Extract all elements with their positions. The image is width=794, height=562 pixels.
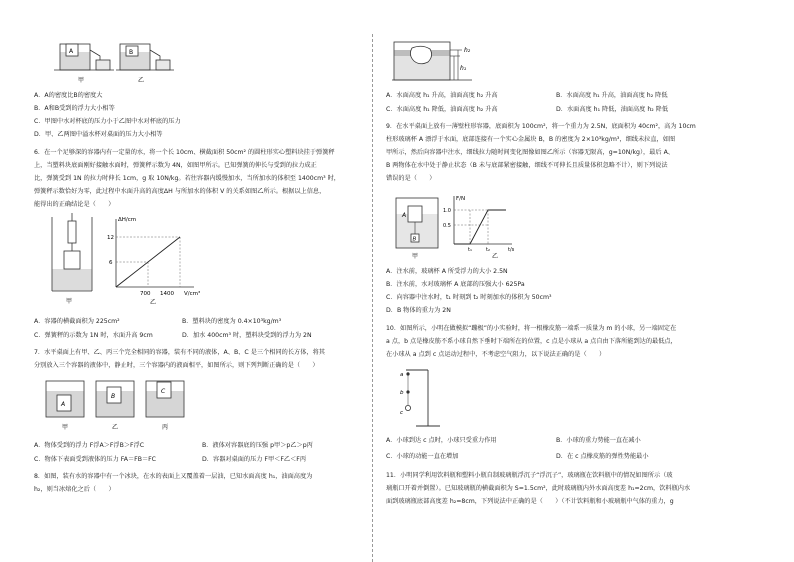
q6-figure [44,213,204,308]
q11-line: 璃瓶口开着并倒置）。已知玻璃瓶的横截面积为 S=1.5cm²，此时玻璃瓶内外水面高度差 h₁=2cm，饮料瓶内水 [386,485,691,492]
container-yi [96,381,134,431]
svg-text:1400: 1400 [160,291,174,297]
q7-figure [44,377,194,435]
q8-option-b[interactable]: B．水面高度 h₁ 升高，油面高度 h₂ 降低 [556,92,668,99]
q5-option-b[interactable]: B．A和B受到的浮力大小相等 [34,105,115,112]
svg-text:h₁: h₁ [460,65,467,72]
right-column [386,0,726,562]
q8-figure [392,40,502,86]
svg-text:乙: 乙 [150,299,157,306]
q8-option-d[interactable]: D．水面高度 h₁ 降低，油面高度 h₂ 降低 [556,106,669,113]
q9-line: B 两物体在水中处于静止状态（B 未与底部紧密接触，细线不可伸长且质量体积忽略不计），则下列说法 [386,162,668,169]
container-jia [46,381,84,431]
q10-line: 10．如图所示，小明在做模拟“蹦极”的小实验时，将一根橡皮筋一端系一质量为 m 的小球，另一端固定在 [386,325,677,332]
q7-line: 分别放入三个容器的液体中，静止时，三个容器内的液面相平，如图所示，则下列判断正确的是（ ） [34,362,319,369]
q7-option-a[interactable]: A．物体受到的浮力 F浮A＞F浮B＞F浮C [34,442,145,449]
svg-text:甲: 甲 [66,298,73,305]
svg-text:1.0: 1.0 [443,208,451,214]
svg-text:A: A [402,212,407,219]
q10-option-c[interactable]: C．小球的动能一直在增加 [386,453,459,460]
q11-line: 11．小明同学利用饮料瓶和塑料小瓶自制玻璃瓶浮沉子“浮沉子”，玻璃瓶在饮料瓶中的情况如图所示（玻 [386,472,673,479]
q9-figure [392,192,532,262]
left-column [34,0,354,562]
svg-text:c: c [400,410,404,416]
q6-line-chart [107,217,200,306]
q8-option-a[interactable]: A．水面高度 h₁ 升高，油面高度 h₂ 升高 [386,92,498,99]
spring-scale-container [52,213,92,305]
q7-option-d[interactable]: D．容器对桌面的压力 F甲＜F乙＜F丙 [202,456,307,463]
q10-option-a[interactable]: A．小球到达 c 点时，小球只受重力作用 [386,437,497,444]
q5-option-c[interactable]: C．甲图中水对杯底的压力小于乙图中水对杯底的压力 [34,118,181,125]
q7-option-b[interactable]: B．液体对容器底的压强 p甲＞p乙＞p丙 [202,442,313,449]
svg-text:6: 6 [109,260,113,266]
point-b [406,390,409,393]
q6-option-d[interactable]: D．加水 400cm³ 时，塑料块受到的浮力为 2N [182,332,312,339]
q10-figure [392,366,452,430]
svg-text:12: 12 [107,235,114,241]
q6-line: 弹簧秤示数恰好为零，此过程中水面升高的高度ΔH 与所加水的体积 V 的关系如图乙所示。根据以上信息， [34,188,326,195]
svg-text:V/cm³: V/cm³ [184,291,201,297]
svg-text:h₂: h₂ [464,47,471,54]
svg-text:t/s: t/s [508,247,515,253]
svg-text:丙: 丙 [162,424,169,431]
q9-line: 柱形玻璃杯 A 漂浮于水面，底部连接有一个实心金属块 B，B 的密度为 2×10³kg/m³，细线未拉直，如图 [386,136,676,143]
svg-text:t₂: t₂ [486,247,490,253]
svg-text:B: B [111,393,116,400]
caption-yi: 乙 [138,77,145,84]
svg-text:C: C [161,388,166,395]
q9-option-d[interactable]: D．B 物体的重力为 2N [386,307,451,314]
svg-text:A: A [61,401,66,408]
svg-text:乙: 乙 [112,424,119,431]
svg-text:b: b [400,390,404,396]
q10-line: a 点，b 点是橡皮筋不系小球自然下垂时下端所在的位置，c 点是小球从 a 点自由下落所能到达的最低点， [386,338,677,345]
q6-option-b[interactable]: B．塑料块的密度为 0.4×10³kg/m³ [182,318,282,325]
svg-text:B: B [412,236,417,243]
q9-option-a[interactable]: A．注水前，玻璃杯 A 所受浮力的大小 2.5N [386,268,508,275]
q8-line: h₂，则当冰熔化之后（ ） [34,486,115,493]
q5-option-a[interactable]: A．A的密度比B的密度大 [34,92,103,99]
column-divider [372,34,373,562]
q6-option-c[interactable]: C．弹簧秤的示数为 1N 时，水面升高 9cm [34,332,153,339]
point-a [406,372,409,375]
q10-option-b[interactable]: B．小球的重力势能一直在减小 [556,437,641,444]
q7-line: 7．水平桌面上有甲、乙、丙三个完全相同的容器，装有不同的液体，A、B、C 是三个相同的长方体，将其 [34,349,325,356]
svg-text:0.5: 0.5 [443,223,451,229]
q6-line: 6．在一个足够深的容器内有一定量的水，将一个长 10cm、横截面积 50cm² 的圆柱形实心塑料块挂于弹簧秤 [34,149,335,156]
container-bing [146,381,184,431]
q11-line: 面到玻璃瓶底部高度差 h₂=8cm，下列说法中正确的是（ ）（不计饮料瓶和小玻璃瓶中气体的重力，g [386,498,674,505]
q5-figure [54,40,174,85]
overflow-cup-right [116,44,174,70]
q9-force-chart [443,196,515,260]
overflow-cup-left [54,44,114,70]
q8-line: 8．如图，装有水的容器中有一个冰块，在水的表面上又覆盖着一层油，已知水面高度 h₁，油面高度为 [34,473,313,480]
q6-option-a[interactable]: A．容器的横截面积为 225cm² [34,318,120,325]
q7-option-c[interactable]: C．物体下表面受到液体的压力 FA＝FB＝FC [34,456,157,463]
container-with-cup [396,198,438,260]
svg-text:甲: 甲 [62,424,69,431]
svg-text:ΔH/cm: ΔH/cm [118,217,137,223]
ball [405,405,410,410]
svg-text:乙: 乙 [492,253,499,260]
q10-option-d[interactable]: D．在 c 点橡皮筋的弹性势能最小 [556,453,649,460]
q5-option-d[interactable]: D．甲、乙两图中溢水杯对桌面的压力大小相等 [34,131,163,138]
q6-line: 比，弹簧受到 1N 的拉力时伸长 1cm，g 取 10N/kg。若往容器内缓慢加水，当所加水的体积至 1400cm³ 时， [34,175,340,182]
q9-option-b[interactable]: B．注水前，水对玻璃杯 A 底部的压强大小 625Pa [386,281,525,288]
svg-text:700: 700 [140,291,151,297]
ice-block [410,46,431,64]
svg-text:a: a [400,372,404,378]
q10-line: 在小球从 a 点到 c 点运动过程中，不考虑空气阻力，以下说法正确的是（ ） [386,351,606,358]
svg-text:t₁: t₁ [468,247,472,253]
caption-jia: 甲 [78,77,85,84]
svg-text:F/N: F/N [456,196,466,202]
q6-line: 上，当塑料块底面刚好接触水面时，弹簧秤示数为 4N，如图甲所示。已知弹簧的伸长与受到的拉力成正 [34,162,317,169]
q9-line: 9．在水平桌面上放有一薄壁柱形容器，底面积为 100cm²，将一个重力为 2.5N，底面积为 40cm²，高为 10cm [386,123,696,130]
q9-line: 甲所示，然后向容器中注水，细线拉力随时间变化图像如图乙所示（容器无限高，g=10N/kg），最后 A、 [386,149,674,156]
q9-option-c[interactable]: C．向容器中注水时，t₁ 时刻到 t₂ 时刻加水的体积为 50cm³ [386,294,552,301]
q6-line: 能得出的正确结论是（ ） [34,201,115,208]
svg-text:A: A [69,48,74,55]
svg-text:B: B [129,49,134,56]
svg-text:甲: 甲 [412,253,419,260]
q8-option-c[interactable]: C．水面高度 h₁ 降低，油面高度 h₂ 升高 [386,106,498,113]
q9-line: 错误的是（ ） [386,175,436,182]
